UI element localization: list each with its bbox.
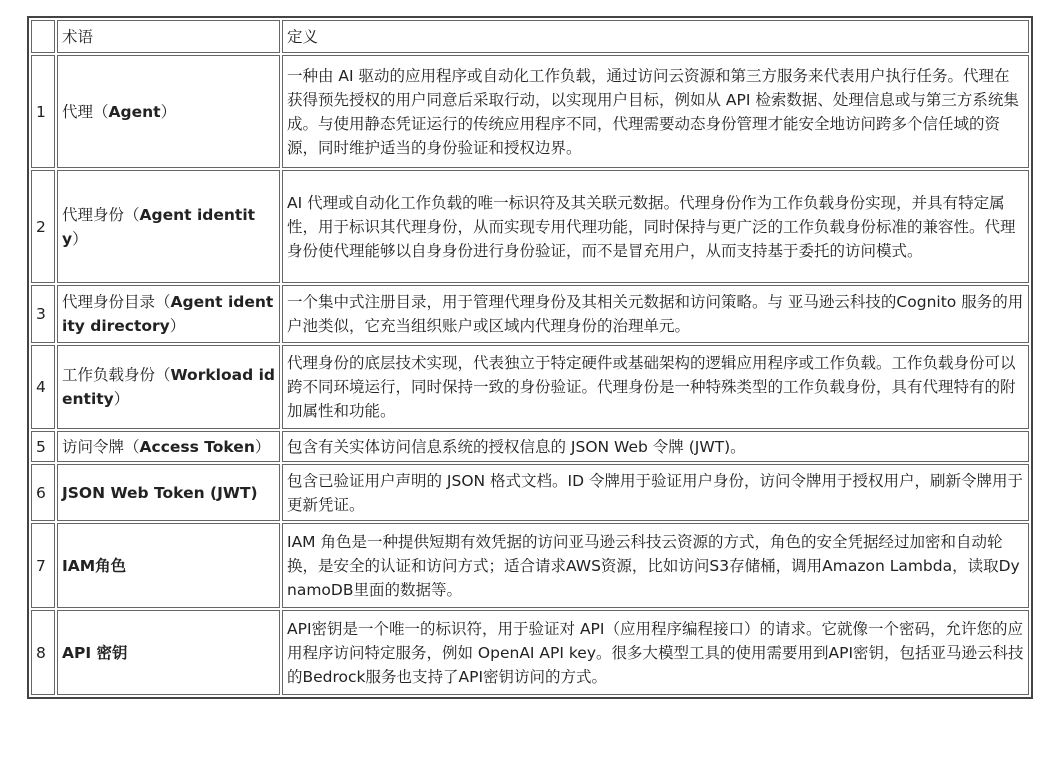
row-term [57,464,280,521]
row-term [57,170,280,283]
row-definition: AI 代理或自动化工作负载的唯一标识符及其关联元数据。代理身份作为工作负载身份实现，并具有特定属性，用于标识其代理身份，从而实现专用代理功能，同时保持与更广泛的工作负载身份标准的兼容性。代理身份使代理能够以自身身份进行身份验证，而不是冒充用户，从而支持基于委托的访问模式。 [282,170,1029,283]
row-index: 3 [31,285,55,343]
row-index: 8 [31,610,55,695]
table-header-row [31,20,1029,53]
header-term-cell: 术语 [57,20,280,53]
term-en: Workload identity [62,366,275,408]
table-row [31,345,1029,429]
row-definition: 一个集中式注册目录，用于管理代理身份及其相关元数据和访问策略。与 亚马逊云科技的Cognito 服务的用户池类似，它充当组织账户或区域内代理身份的治理单元。 [282,285,1029,343]
row-term [57,610,280,695]
row-definition: 代理身份的底层技术实现，代表独立于特定硬件或基础架构的逻辑应用程序或工作负载。工作负载身份可以跨不同环境运行，同时保持一致的身份验证。代理身份是一种特殊类型的工作负载身份，具有代理特有的附加属性和功能。 [282,345,1029,429]
term-en: IAM角色 [62,556,127,575]
term-cn: 代理身份（ [62,205,140,224]
term-en: API 密钥 [62,643,128,662]
row-definition: 包含已验证用户声明的 JSON 格式文档。ID 令牌用于验证用户身份，访问令牌用于授权用户，刷新令牌用于更新凭证。 [282,464,1029,521]
term-en: Agent identity directory [62,293,274,335]
row-index: 5 [31,431,55,462]
row-definition: API密钥是一个唯一的标识符，用于验证对 API（应用程序编程接口）的请求。它就像一个密码，允许您的应用程序访问特定服务，例如 OpenAI API key。很多大模型工具的使用需要用到API密钥，包括亚马逊云科技的Bedrock服务也支持了API密钥访问的方式。 [282,610,1029,695]
row-index: 6 [31,464,55,521]
table-row [31,523,1029,608]
row-index: 4 [31,345,55,429]
term-tail: ） [169,317,186,335]
term-cn: 访问令牌（ [62,437,140,456]
table-row [31,610,1029,695]
term-cn: 代理（ [62,102,109,121]
row-term [57,345,280,429]
table-row [31,285,1029,343]
row-definition: 包含有关实体访问信息系统的授权信息的 JSON Web 令牌 (JWT)。 [282,431,1029,462]
row-term [57,55,280,168]
row-index: 7 [31,523,55,608]
term-en: Access Token [139,437,255,456]
term-en: Agent [108,102,161,121]
row-definition: 一种由 AI 驱动的应用程序或自动化工作负载，通过访问云资源和第三方服务来代表用户执行任务。代理在获得预先授权的用户同意后采取行动，以实现用户目标，例如从 API 检索数据、处理信息或与第三方系统集成。与使用静态凭证运行的传统应用程序不同，代理需要动态身份管理才能安全地访问跨多个信任域的资源，同时维护适当的身份验证和授权边界。 [282,55,1029,168]
term-tail: ） [254,437,271,456]
term-cn: 代理身份目录（ [62,293,171,311]
term-tail: ） [72,229,88,248]
term-cn: 工作负载身份（ [62,366,171,384]
table-row [31,170,1029,283]
term-en: Agent identity [62,205,256,248]
table-row [31,55,1029,168]
row-term [57,523,280,608]
table-row [31,464,1029,521]
row-index: 1 [31,55,55,168]
glossary-table [27,16,1033,699]
row-definition: IAM 角色是一种提供短期有效凭据的访问亚马逊云科技云资源的方式，角色的安全凭据经过加密和自动轮换，是安全的认证和访问方式；适合请求AWS资源，比如访问S3存储桶，调用Amazon Lambda，读取DynamoDB里面的数据等。 [282,523,1029,608]
header-index-cell [31,20,55,53]
term-en: JSON Web Token (JWT) [62,483,258,502]
row-term [57,431,280,462]
table-row [31,431,1029,462]
row-term [57,285,280,343]
header-definition-cell: 定义 [282,20,1029,53]
row-index: 2 [31,170,55,283]
term-tail: ） [113,390,130,408]
term-tail: ） [160,102,177,121]
